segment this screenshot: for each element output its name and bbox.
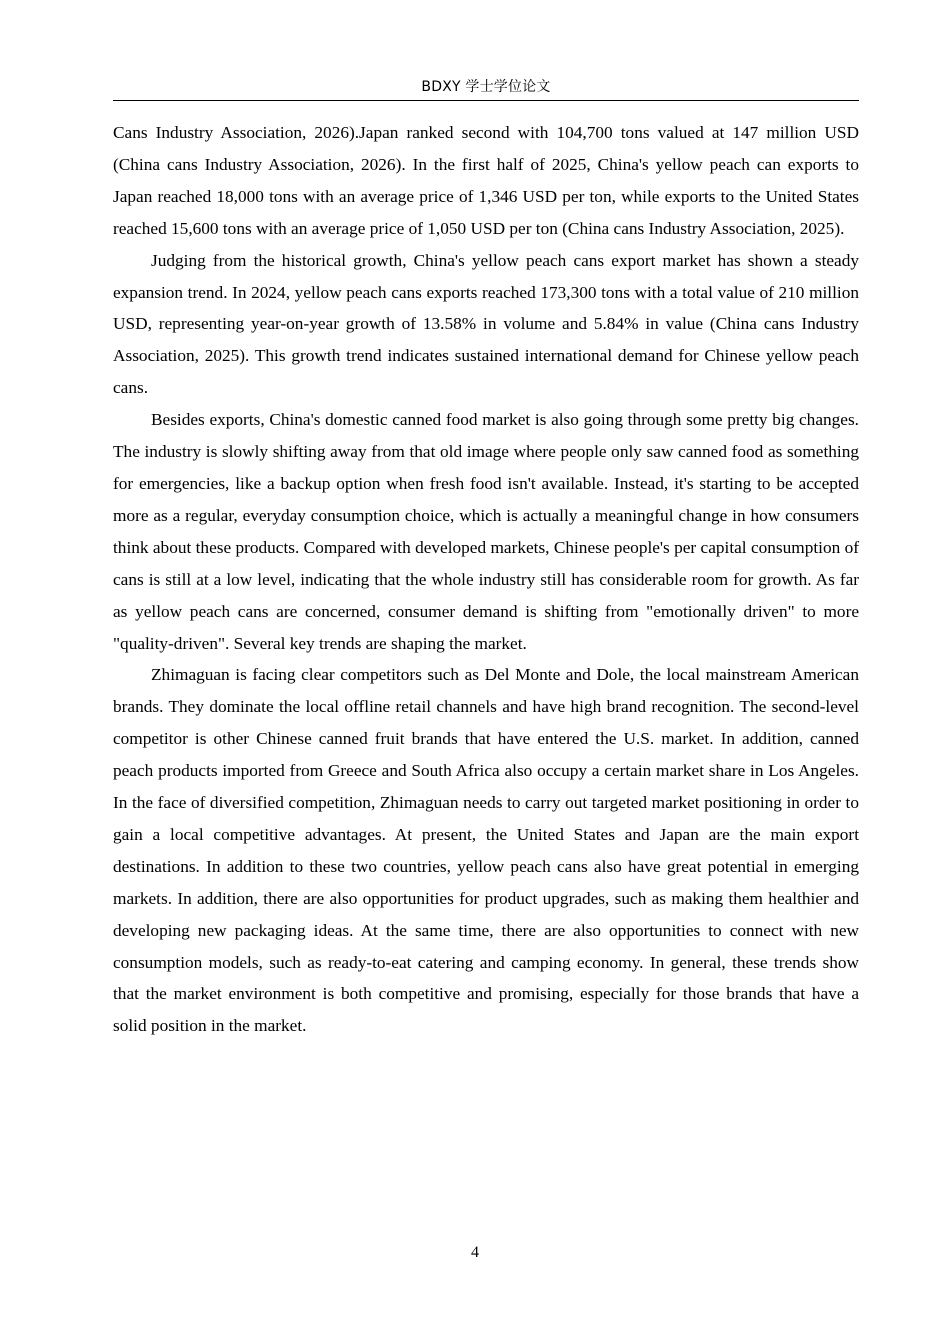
paragraph-continuation: Cans Industry Association, 2026).Japan ranked second with 104,700 tons valued at 147 million USD (China cans Industry Association, 2026). In the first half of 2025, China's yellow peach can exports to Japan reached 18,000 tons with an average price of 1,346 USD per ton, while exports to the United States reached 15,600 tons with an average price of 1,050 USD per ton (China cans Industry Association, 2025).	[113, 123, 859, 238]
body-text	[113, 117, 859, 1042]
paragraph-historical-growth: Judging from the historical growth, China's yellow peach cans export market has shown a steady expansion trend. In 2024, yellow peach cans exports reached 173,300 tons with a total value of 210 million USD, representing year-on-year growth of 13.58% in volume and 5.84% in value (China cans Industry Association, 2025). This growth trend indicates sustained international demand for Chinese yellow peach cans.	[113, 250, 859, 398]
paragraph-competition: Zhimaguan is facing clear competitors such as Del Monte and Dole, the local mainstream American brands. They dominate the local offline retail channels and have high brand recognition. The second-level competitor is other Chinese canned fruit brands that have entered the U.S. market. In addition, canned peach products imported from Greece and South Africa also occupy a certain market share in Los Angeles. In the face of diversified competition, Zhimaguan needs to carry out targeted market positioning in order to gain a local competitive advantages. At present, the United States and Japan are the main export destinations. In addition to these two countries, yellow peach cans also have great potential in emerging markets. In addition, there are also opportunities for product upgrades, such as making them healthier and developing new packaging ideas. At the same time, there are also opportunities to connect with new consumption models, such as ready-to-eat catering and camping economy. In general, these trends show that the market environment is both competitive and promising, especially for those brands that have a solid position in the market.	[113, 665, 859, 1036]
page-number: 4	[471, 1244, 479, 1261]
header-rule	[113, 100, 859, 101]
paragraph-domestic-market: Besides exports, China's domestic canned food market is also going through some pretty big changes. The industry is slowly shifting away from that old image where people only saw canned food as something for emergencies, like a backup option when fresh food isn't available. Instead, it's starting to be accepted more as a regular, everyday consumption choice, which is actually a meaningful change in how consumers think about these products. Compared with developed markets, Chinese people's per capital consumption of cans is still at a low level, indicating that the whole industry still has considerable room for growth. As far as yellow peach cans are concerned, consumer demand is shifting from "emotionally driven" to more "quality-driven". Several key trends are shaping the market.	[113, 410, 859, 653]
running-header: BDXY 学士学位论文	[421, 79, 551, 95]
